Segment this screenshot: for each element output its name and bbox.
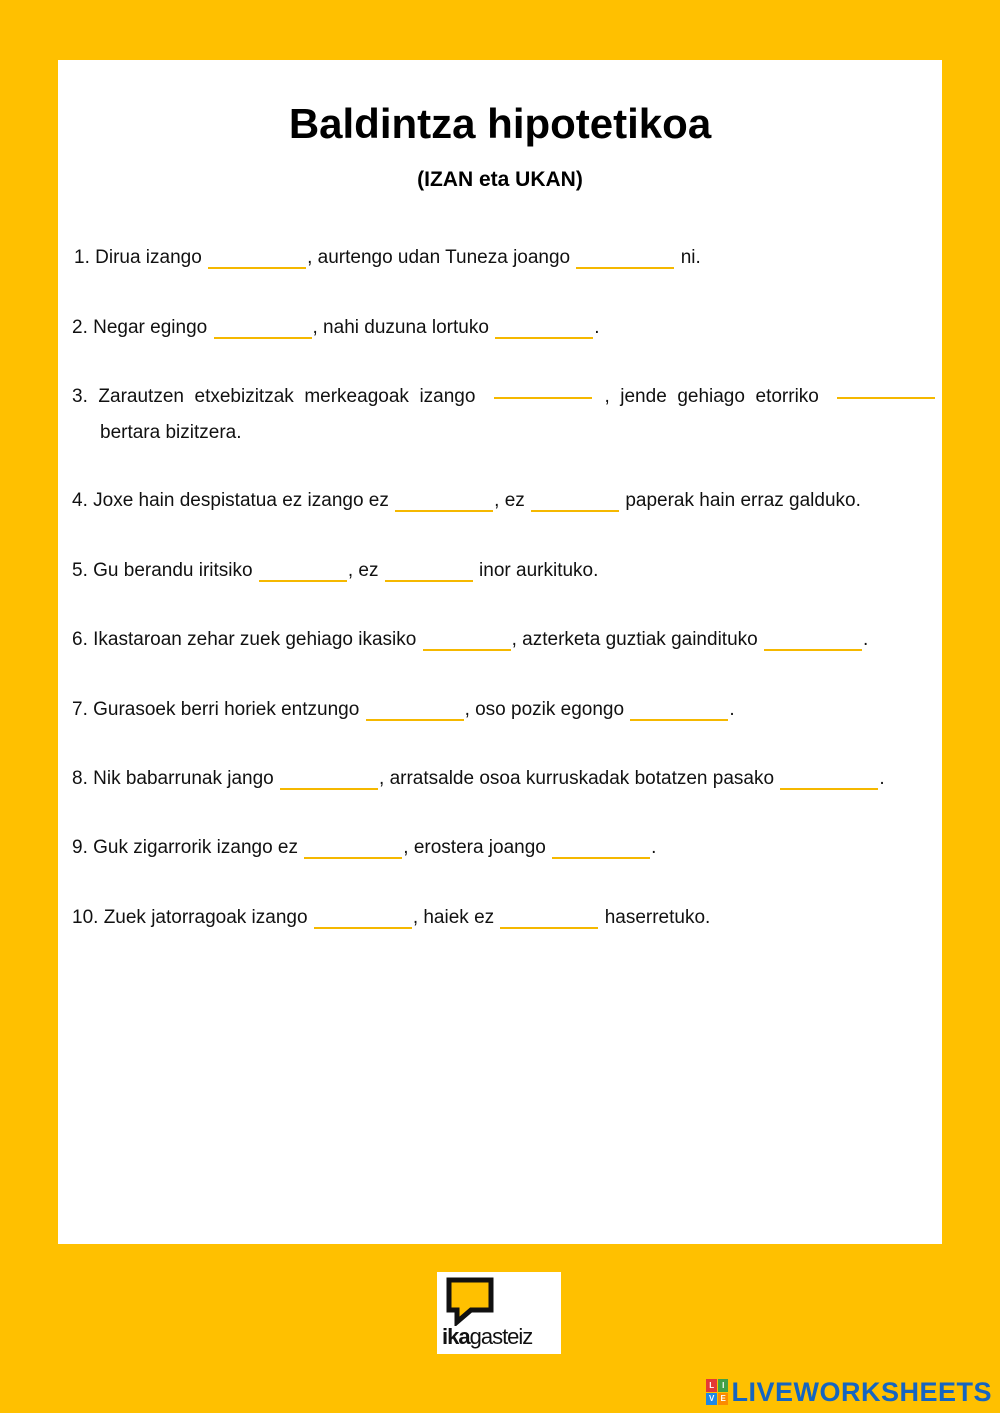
question-10: [72, 900, 936, 936]
question-text: 5. Gu berandu iritsiko: [72, 560, 258, 581]
question-text: .: [879, 768, 885, 789]
question-text: , azterketa guztiak gaindituko: [511, 629, 763, 650]
question-text: , jende gehiago etorriko: [604, 386, 825, 407]
question-text: 1. Dirua izango: [74, 247, 208, 268]
question-text: , haiek ez: [412, 907, 500, 928]
question-text: paperak hain erraz galduko.: [620, 490, 861, 511]
answer-blank-2a[interactable]: [214, 319, 312, 339]
answer-blank-1a[interactable]: [208, 249, 306, 269]
answer-blank-3a[interactable]: [494, 379, 592, 399]
answer-blank-4b[interactable]: [531, 492, 619, 512]
question-text: inor aurkituko.: [473, 560, 599, 581]
question-text: 3. Zarautzen etxebizitzak merkeagoak izango: [72, 386, 481, 407]
answer-blank-5b[interactable]: [385, 562, 473, 582]
badge-letter: I: [718, 1379, 729, 1392]
question-text: 9. Guk zigarrorik izango ez: [72, 837, 304, 858]
badge-letter: V: [706, 1393, 717, 1406]
question-text: .: [594, 317, 600, 338]
liveworksheets-watermark: [706, 1377, 992, 1407]
question-text: haserretuko.: [599, 907, 711, 928]
answer-blank-4a[interactable]: [395, 492, 493, 512]
answer-blank-8a[interactable]: [280, 770, 378, 790]
answer-blank-1b[interactable]: [576, 249, 674, 269]
question-8: [72, 761, 936, 797]
liveworksheets-badge-icon: [706, 1379, 728, 1405]
question-text: .: [862, 629, 869, 650]
question-1: [74, 240, 936, 276]
question-text: , erostera joango: [403, 837, 552, 858]
question-text: 6. Ikastaroan zehar zuek gehiago ikasiko: [72, 629, 422, 650]
answer-blank-7a[interactable]: [366, 701, 464, 721]
question-text: ni.: [675, 247, 701, 268]
worksheet-page: [58, 60, 942, 1244]
ikagasteiz-logo: [437, 1272, 561, 1354]
answer-blank-9b[interactable]: [552, 839, 650, 859]
question-text: , aurtengo udan Tuneza joango: [307, 247, 576, 268]
question-text: , ez: [494, 490, 531, 511]
question-text: , nahi duzuna lortuko: [312, 317, 495, 338]
answer-blank-8b[interactable]: [780, 770, 878, 790]
answer-blank-2b[interactable]: [495, 319, 593, 339]
answer-blank-10b[interactable]: [500, 909, 598, 929]
answer-blank-7b[interactable]: [630, 701, 728, 721]
badge-letter: L: [706, 1379, 717, 1392]
answer-blank-6a[interactable]: [423, 631, 511, 651]
speech-bubble-icon: [445, 1276, 495, 1326]
answer-blank-10a[interactable]: [314, 909, 412, 929]
logo-bold: ika: [442, 1324, 470, 1349]
question-5: [72, 553, 936, 589]
logo-wordmark: [442, 1324, 532, 1350]
question-text: .: [729, 699, 735, 720]
question-2: [72, 310, 936, 346]
answer-blank-5a[interactable]: [259, 562, 347, 582]
badge-letter: E: [718, 1393, 729, 1406]
page-title: Baldintza hipotetikoa: [288, 100, 712, 147]
answer-blank-3b[interactable]: [837, 379, 935, 399]
question-text: , oso pozik egongo: [464, 699, 630, 720]
answer-blank-6b[interactable]: [764, 631, 862, 651]
page-subtitle: (IZAN eta UKAN): [417, 168, 583, 191]
logo-regular: gasteiz: [469, 1324, 533, 1349]
question-9: [72, 830, 936, 866]
question-3: [72, 379, 936, 451]
question-6: [72, 622, 936, 658]
question-text: .: [651, 837, 657, 858]
answer-blank-9a[interactable]: [304, 839, 402, 859]
question-4: [72, 483, 936, 519]
question-text: 10. Zuek jatorragoak izango: [72, 907, 313, 928]
question-continuation: bertara bizitzera.: [100, 422, 242, 443]
question-7: [72, 692, 936, 728]
question-text: , ez: [347, 560, 384, 581]
question-text: 7. Gurasoek berri horiek entzungo: [72, 699, 365, 720]
question-text: , arratsalde osoa kurruskadak botatzen pasako: [379, 768, 780, 789]
question-text: 8. Nik babarrunak jango: [72, 768, 280, 789]
liveworksheets-brand: LIVEWORKSHEETS: [731, 1376, 992, 1407]
question-text: 2. Negar egingo: [72, 317, 213, 338]
question-text: 4. Joxe hain despistatua ez izango ez: [72, 490, 395, 511]
